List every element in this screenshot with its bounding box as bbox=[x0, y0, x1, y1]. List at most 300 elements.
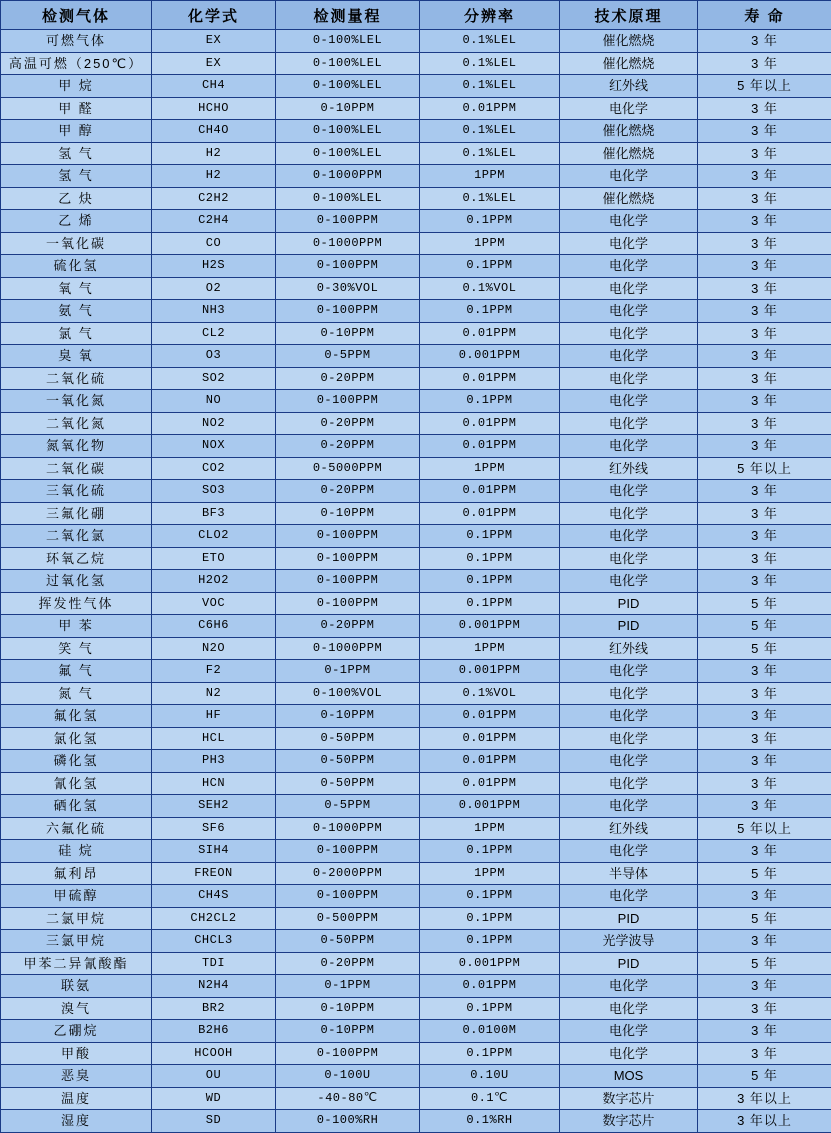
cell-gas: 氟化氢 bbox=[1, 705, 152, 728]
cell-range: 0-100PPM bbox=[276, 255, 420, 278]
cell-range: 0-50PPM bbox=[276, 727, 420, 750]
cell-range: 0-20PPM bbox=[276, 615, 420, 638]
cell-principle: 电化学 bbox=[560, 345, 698, 368]
cell-principle: 电化学 bbox=[560, 277, 698, 300]
cell-formula: PH3 bbox=[152, 750, 276, 773]
cell-principle: 红外线 bbox=[560, 75, 698, 98]
cell-range: 0-100%VOL bbox=[276, 682, 420, 705]
cell-formula: NOX bbox=[152, 435, 276, 458]
cell-principle: 电化学 bbox=[560, 390, 698, 413]
cell-gas: 过氧化氢 bbox=[1, 570, 152, 593]
cell-lifetime: 5 年以上 bbox=[698, 457, 831, 480]
cell-lifetime: 5 年以上 bbox=[698, 75, 831, 98]
cell-lifetime: 3 年 bbox=[698, 30, 831, 53]
table-row bbox=[1, 795, 831, 818]
cell-formula: SF6 bbox=[152, 817, 276, 840]
cell-principle: 数字芯片 bbox=[560, 1110, 698, 1133]
cell-range: 0-50PPM bbox=[276, 750, 420, 773]
cell-gas: 氨 气 bbox=[1, 300, 152, 323]
cell-gas: 甲硫醇 bbox=[1, 885, 152, 908]
cell-formula: CO2 bbox=[152, 457, 276, 480]
cell-lifetime: 3 年 bbox=[698, 480, 831, 503]
cell-resolution: 0.001PPM bbox=[420, 795, 560, 818]
cell-range: 0-100%LEL bbox=[276, 75, 420, 98]
cell-principle: 电化学 bbox=[560, 660, 698, 683]
cell-range: 0-100PPM bbox=[276, 1042, 420, 1065]
cell-range: 0-500PPM bbox=[276, 907, 420, 930]
cell-gas: 氟利昂 bbox=[1, 862, 152, 885]
table-row bbox=[1, 592, 831, 615]
cell-range: 0-20PPM bbox=[276, 367, 420, 390]
cell-principle: PID bbox=[560, 615, 698, 638]
cell-lifetime: 5 年以上 bbox=[698, 817, 831, 840]
table-row bbox=[1, 952, 831, 975]
cell-formula: CHCL3 bbox=[152, 930, 276, 953]
cell-principle: 电化学 bbox=[560, 840, 698, 863]
cell-gas: 乙 炔 bbox=[1, 187, 152, 210]
table-row bbox=[1, 75, 831, 98]
cell-resolution: 0.10U bbox=[420, 1065, 560, 1088]
cell-lifetime: 3 年 bbox=[698, 682, 831, 705]
cell-formula: TDI bbox=[152, 952, 276, 975]
cell-lifetime: 3 年 bbox=[698, 142, 831, 165]
cell-principle: 红外线 bbox=[560, 457, 698, 480]
cell-resolution: 0.001PPM bbox=[420, 660, 560, 683]
table-row bbox=[1, 480, 831, 503]
cell-resolution: 0.01PPM bbox=[420, 750, 560, 773]
cell-formula: CH4 bbox=[152, 75, 276, 98]
column-header-resolution: 分辨率 bbox=[420, 1, 560, 30]
cell-formula: SO2 bbox=[152, 367, 276, 390]
cell-range: 0-20PPM bbox=[276, 952, 420, 975]
cell-resolution: 0.1%LEL bbox=[420, 52, 560, 75]
cell-range: 0-50PPM bbox=[276, 930, 420, 953]
cell-formula: NH3 bbox=[152, 300, 276, 323]
cell-formula: N2 bbox=[152, 682, 276, 705]
cell-formula: N2H4 bbox=[152, 975, 276, 998]
cell-gas: 氢 气 bbox=[1, 142, 152, 165]
cell-range: 0-100PPM bbox=[276, 525, 420, 548]
cell-range: 0-100PPM bbox=[276, 547, 420, 570]
cell-lifetime: 3 年 bbox=[698, 345, 831, 368]
cell-resolution: 0.01PPM bbox=[420, 322, 560, 345]
cell-resolution: 0.1PPM bbox=[420, 390, 560, 413]
cell-lifetime: 5 年 bbox=[698, 907, 831, 930]
cell-gas: 三氯甲烷 bbox=[1, 930, 152, 953]
table-row bbox=[1, 885, 831, 908]
cell-lifetime: 3 年 bbox=[698, 255, 831, 278]
table-row bbox=[1, 345, 831, 368]
cell-formula: BR2 bbox=[152, 997, 276, 1020]
cell-range: 0-100PPM bbox=[276, 570, 420, 593]
cell-range: 0-100%RH bbox=[276, 1110, 420, 1133]
cell-principle: 电化学 bbox=[560, 480, 698, 503]
table-row bbox=[1, 772, 831, 795]
cell-range: 0-1000PPM bbox=[276, 817, 420, 840]
cell-gas: 氮 气 bbox=[1, 682, 152, 705]
cell-principle: 催化燃烧 bbox=[560, 120, 698, 143]
table-row bbox=[1, 52, 831, 75]
cell-formula: SEH2 bbox=[152, 795, 276, 818]
cell-principle: 电化学 bbox=[560, 412, 698, 435]
cell-lifetime: 3 年 bbox=[698, 210, 831, 233]
cell-gas: 二氧化氮 bbox=[1, 412, 152, 435]
cell-lifetime: 3 年 bbox=[698, 435, 831, 458]
cell-lifetime: 3 年 bbox=[698, 390, 831, 413]
cell-formula: N2O bbox=[152, 637, 276, 660]
cell-gas: 臭 氧 bbox=[1, 345, 152, 368]
cell-lifetime: 5 年 bbox=[698, 615, 831, 638]
cell-principle: 红外线 bbox=[560, 817, 698, 840]
table-row bbox=[1, 97, 831, 120]
cell-gas: 氢 气 bbox=[1, 165, 152, 188]
cell-resolution: 0.1PPM bbox=[420, 210, 560, 233]
table-header-row bbox=[1, 1, 831, 30]
cell-resolution: 0.1%LEL bbox=[420, 75, 560, 98]
cell-gas: 温度 bbox=[1, 1087, 152, 1110]
cell-principle: 电化学 bbox=[560, 772, 698, 795]
cell-lifetime: 5 年 bbox=[698, 592, 831, 615]
cell-formula: EX bbox=[152, 52, 276, 75]
table-row bbox=[1, 502, 831, 525]
cell-lifetime: 3 年 bbox=[698, 187, 831, 210]
cell-formula: ETO bbox=[152, 547, 276, 570]
cell-formula: CL2 bbox=[152, 322, 276, 345]
cell-gas: 二氧化碳 bbox=[1, 457, 152, 480]
cell-principle: 电化学 bbox=[560, 1042, 698, 1065]
cell-principle: 电化学 bbox=[560, 705, 698, 728]
cell-principle: 电化学 bbox=[560, 795, 698, 818]
cell-lifetime: 3 年 bbox=[698, 52, 831, 75]
cell-formula: B2H6 bbox=[152, 1020, 276, 1043]
cell-resolution: 0.01PPM bbox=[420, 975, 560, 998]
cell-resolution: 0.1PPM bbox=[420, 547, 560, 570]
table-row bbox=[1, 907, 831, 930]
cell-resolution: 0.1PPM bbox=[420, 300, 560, 323]
cell-principle: 电化学 bbox=[560, 727, 698, 750]
table-row bbox=[1, 1065, 831, 1088]
cell-principle: 电化学 bbox=[560, 300, 698, 323]
cell-formula: BF3 bbox=[152, 502, 276, 525]
cell-range: 0-10PPM bbox=[276, 322, 420, 345]
cell-range: 0-100PPM bbox=[276, 210, 420, 233]
cell-principle: 红外线 bbox=[560, 637, 698, 660]
cell-principle: 催化燃烧 bbox=[560, 52, 698, 75]
cell-range: 0-10PPM bbox=[276, 997, 420, 1020]
cell-resolution: 0.01PPM bbox=[420, 480, 560, 503]
cell-formula: VOC bbox=[152, 592, 276, 615]
cell-range: 0-1000PPM bbox=[276, 232, 420, 255]
cell-resolution: 1PPM bbox=[420, 232, 560, 255]
cell-gas: 甲苯二异氰酸酯 bbox=[1, 952, 152, 975]
table-row bbox=[1, 390, 831, 413]
cell-formula: HCOOH bbox=[152, 1042, 276, 1065]
table-row bbox=[1, 750, 831, 773]
cell-principle: 电化学 bbox=[560, 322, 698, 345]
cell-range: 0-100%LEL bbox=[276, 142, 420, 165]
cell-resolution: 1PPM bbox=[420, 862, 560, 885]
cell-lifetime: 3 年 bbox=[698, 885, 831, 908]
cell-lifetime: 3 年 bbox=[698, 1042, 831, 1065]
cell-formula: EX bbox=[152, 30, 276, 53]
cell-range: 0-1000PPM bbox=[276, 165, 420, 188]
cell-principle: 电化学 bbox=[560, 525, 698, 548]
cell-formula: C2H4 bbox=[152, 210, 276, 233]
cell-principle: 电化学 bbox=[560, 547, 698, 570]
cell-range: 0-5PPM bbox=[276, 795, 420, 818]
cell-lifetime: 3 年 bbox=[698, 727, 831, 750]
cell-principle: 催化燃烧 bbox=[560, 30, 698, 53]
cell-principle: 电化学 bbox=[560, 210, 698, 233]
cell-lifetime: 3 年以上 bbox=[698, 1087, 831, 1110]
cell-lifetime: 3 年 bbox=[698, 840, 831, 863]
table-row bbox=[1, 30, 831, 53]
cell-range: 0-10PPM bbox=[276, 97, 420, 120]
cell-range: 0-1PPM bbox=[276, 975, 420, 998]
table-row bbox=[1, 817, 831, 840]
cell-range: 0-100PPM bbox=[276, 885, 420, 908]
table-row bbox=[1, 547, 831, 570]
cell-principle: 电化学 bbox=[560, 750, 698, 773]
cell-lifetime: 3 年 bbox=[698, 930, 831, 953]
cell-resolution: 0.1PPM bbox=[420, 885, 560, 908]
cell-resolution: 0.1PPM bbox=[420, 907, 560, 930]
table-row bbox=[1, 930, 831, 953]
cell-lifetime: 3 年 bbox=[698, 772, 831, 795]
table-row bbox=[1, 165, 831, 188]
cell-gas: 甲 醇 bbox=[1, 120, 152, 143]
table-row bbox=[1, 277, 831, 300]
table-row bbox=[1, 367, 831, 390]
cell-gas: 氯 气 bbox=[1, 322, 152, 345]
cell-principle: 电化学 bbox=[560, 997, 698, 1020]
cell-formula: H2 bbox=[152, 165, 276, 188]
cell-resolution: 0.1PPM bbox=[420, 930, 560, 953]
cell-range: 0-5000PPM bbox=[276, 457, 420, 480]
cell-formula: SD bbox=[152, 1110, 276, 1133]
cell-principle: 电化学 bbox=[560, 682, 698, 705]
table-row bbox=[1, 660, 831, 683]
cell-lifetime: 3 年 bbox=[698, 322, 831, 345]
cell-gas: 甲 苯 bbox=[1, 615, 152, 638]
table-row bbox=[1, 457, 831, 480]
cell-gas: 一氧化氮 bbox=[1, 390, 152, 413]
column-header-principle: 技术原理 bbox=[560, 1, 698, 30]
cell-resolution: 0.1PPM bbox=[420, 592, 560, 615]
cell-range: -40-80℃ bbox=[276, 1087, 420, 1110]
cell-gas: 环氧乙烷 bbox=[1, 547, 152, 570]
cell-resolution: 0.01PPM bbox=[420, 412, 560, 435]
cell-range: 0-10PPM bbox=[276, 705, 420, 728]
cell-gas: 甲酸 bbox=[1, 1042, 152, 1065]
cell-gas: 硒化氢 bbox=[1, 795, 152, 818]
cell-resolution: 0.01PPM bbox=[420, 772, 560, 795]
cell-gas: 甲 烷 bbox=[1, 75, 152, 98]
cell-range: 0-100U bbox=[276, 1065, 420, 1088]
cell-resolution: 0.1PPM bbox=[420, 840, 560, 863]
cell-resolution: 0.01PPM bbox=[420, 502, 560, 525]
cell-gas: 挥发性气体 bbox=[1, 592, 152, 615]
cell-resolution: 0.1%LEL bbox=[420, 30, 560, 53]
cell-formula: NO2 bbox=[152, 412, 276, 435]
cell-formula: C2H2 bbox=[152, 187, 276, 210]
cell-range: 0-10PPM bbox=[276, 1020, 420, 1043]
cell-formula: SO3 bbox=[152, 480, 276, 503]
table-row bbox=[1, 210, 831, 233]
cell-lifetime: 3 年 bbox=[698, 975, 831, 998]
cell-gas: 乙 烯 bbox=[1, 210, 152, 233]
cell-formula: HCHO bbox=[152, 97, 276, 120]
cell-lifetime: 5 年 bbox=[698, 952, 831, 975]
cell-principle: 电化学 bbox=[560, 367, 698, 390]
cell-range: 0-100%LEL bbox=[276, 187, 420, 210]
cell-gas: 高温可燃（250℃） bbox=[1, 52, 152, 75]
cell-resolution: 0.1%VOL bbox=[420, 277, 560, 300]
table-row bbox=[1, 1110, 831, 1133]
cell-lifetime: 3 年以上 bbox=[698, 1110, 831, 1133]
cell-range: 0-100PPM bbox=[276, 390, 420, 413]
cell-lifetime: 3 年 bbox=[698, 705, 831, 728]
cell-gas: 氯化氢 bbox=[1, 727, 152, 750]
cell-resolution: 1PPM bbox=[420, 165, 560, 188]
cell-lifetime: 3 年 bbox=[698, 300, 831, 323]
cell-gas: 氮氧化物 bbox=[1, 435, 152, 458]
table-row bbox=[1, 637, 831, 660]
cell-principle: 催化燃烧 bbox=[560, 187, 698, 210]
cell-range: 0-100PPM bbox=[276, 840, 420, 863]
cell-gas: 湿度 bbox=[1, 1110, 152, 1133]
cell-resolution: 0.1%VOL bbox=[420, 682, 560, 705]
cell-resolution: 0.1%LEL bbox=[420, 187, 560, 210]
cell-lifetime: 3 年 bbox=[698, 502, 831, 525]
table-row bbox=[1, 862, 831, 885]
cell-resolution: 0.01PPM bbox=[420, 727, 560, 750]
table-row bbox=[1, 300, 831, 323]
cell-formula: H2S bbox=[152, 255, 276, 278]
cell-formula: NO bbox=[152, 390, 276, 413]
cell-formula: FREON bbox=[152, 862, 276, 885]
cell-gas: 三氟化硼 bbox=[1, 502, 152, 525]
table-row bbox=[1, 1042, 831, 1065]
cell-resolution: 0.1℃ bbox=[420, 1087, 560, 1110]
table-row bbox=[1, 255, 831, 278]
cell-gas: 可燃气体 bbox=[1, 30, 152, 53]
cell-gas: 乙硼烷 bbox=[1, 1020, 152, 1043]
table-row bbox=[1, 727, 831, 750]
cell-resolution: 0.1%RH bbox=[420, 1110, 560, 1133]
cell-resolution: 0.0100M bbox=[420, 1020, 560, 1043]
cell-formula: H2O2 bbox=[152, 570, 276, 593]
cell-lifetime: 3 年 bbox=[698, 232, 831, 255]
cell-gas: 六氟化硫 bbox=[1, 817, 152, 840]
cell-formula: WD bbox=[152, 1087, 276, 1110]
cell-formula: OU bbox=[152, 1065, 276, 1088]
table-row bbox=[1, 997, 831, 1020]
cell-resolution: 0.1%LEL bbox=[420, 142, 560, 165]
column-header-range: 检测量程 bbox=[276, 1, 420, 30]
cell-range: 0-50PPM bbox=[276, 772, 420, 795]
cell-range: 0-30%VOL bbox=[276, 277, 420, 300]
cell-principle: 电化学 bbox=[560, 435, 698, 458]
cell-principle: 电化学 bbox=[560, 165, 698, 188]
cell-range: 0-100%LEL bbox=[276, 120, 420, 143]
cell-formula: SIH4 bbox=[152, 840, 276, 863]
cell-resolution: 0.01PPM bbox=[420, 705, 560, 728]
cell-lifetime: 5 年 bbox=[698, 637, 831, 660]
cell-gas: 溴气 bbox=[1, 997, 152, 1020]
column-header-formula: 化学式 bbox=[152, 1, 276, 30]
column-header-lifetime: 寿 命 bbox=[698, 1, 831, 30]
cell-resolution: 0.1PPM bbox=[420, 570, 560, 593]
cell-principle: PID bbox=[560, 907, 698, 930]
cell-principle: 催化燃烧 bbox=[560, 142, 698, 165]
cell-gas: 硫化氢 bbox=[1, 255, 152, 278]
cell-principle: 电化学 bbox=[560, 570, 698, 593]
cell-lifetime: 3 年 bbox=[698, 1020, 831, 1043]
cell-lifetime: 3 年 bbox=[698, 570, 831, 593]
table-row bbox=[1, 570, 831, 593]
cell-lifetime: 3 年 bbox=[698, 367, 831, 390]
cell-principle: 电化学 bbox=[560, 97, 698, 120]
cell-gas: 二氧化硫 bbox=[1, 367, 152, 390]
table-body bbox=[1, 30, 831, 1133]
cell-principle: 电化学 bbox=[560, 232, 698, 255]
cell-formula: CO bbox=[152, 232, 276, 255]
cell-gas: 一氧化碳 bbox=[1, 232, 152, 255]
cell-range: 0-2000PPM bbox=[276, 862, 420, 885]
cell-range: 0-10PPM bbox=[276, 502, 420, 525]
table-row bbox=[1, 1087, 831, 1110]
cell-principle: 电化学 bbox=[560, 502, 698, 525]
table-row bbox=[1, 142, 831, 165]
cell-principle: 电化学 bbox=[560, 975, 698, 998]
table-row bbox=[1, 187, 831, 210]
cell-principle: 光学波导 bbox=[560, 930, 698, 953]
table-row bbox=[1, 975, 831, 998]
cell-gas: 甲 醛 bbox=[1, 97, 152, 120]
cell-formula: C6H6 bbox=[152, 615, 276, 638]
cell-resolution: 0.1PPM bbox=[420, 997, 560, 1020]
cell-formula: O3 bbox=[152, 345, 276, 368]
cell-gas: 三氧化硫 bbox=[1, 480, 152, 503]
cell-resolution: 0.001PPM bbox=[420, 345, 560, 368]
cell-lifetime: 3 年 bbox=[698, 412, 831, 435]
cell-lifetime: 3 年 bbox=[698, 660, 831, 683]
cell-resolution: 0.1PPM bbox=[420, 1042, 560, 1065]
cell-principle: 半导体 bbox=[560, 862, 698, 885]
cell-principle: 电化学 bbox=[560, 1020, 698, 1043]
cell-formula: H2 bbox=[152, 142, 276, 165]
cell-range: 0-20PPM bbox=[276, 480, 420, 503]
cell-resolution: 0.1%LEL bbox=[420, 120, 560, 143]
cell-resolution: 1PPM bbox=[420, 817, 560, 840]
cell-lifetime: 3 年 bbox=[698, 120, 831, 143]
cell-formula: CH4O bbox=[152, 120, 276, 143]
cell-gas: 氟 气 bbox=[1, 660, 152, 683]
cell-lifetime: 5 年 bbox=[698, 1065, 831, 1088]
cell-range: 0-1PPM bbox=[276, 660, 420, 683]
cell-resolution: 0.001PPM bbox=[420, 615, 560, 638]
cell-range: 0-5PPM bbox=[276, 345, 420, 368]
table-row bbox=[1, 682, 831, 705]
table-row bbox=[1, 412, 831, 435]
cell-lifetime: 3 年 bbox=[698, 997, 831, 1020]
cell-lifetime: 3 年 bbox=[698, 547, 831, 570]
cell-formula: HF bbox=[152, 705, 276, 728]
cell-resolution: 0.1PPM bbox=[420, 525, 560, 548]
cell-formula: F2 bbox=[152, 660, 276, 683]
cell-gas: 二氯甲烷 bbox=[1, 907, 152, 930]
